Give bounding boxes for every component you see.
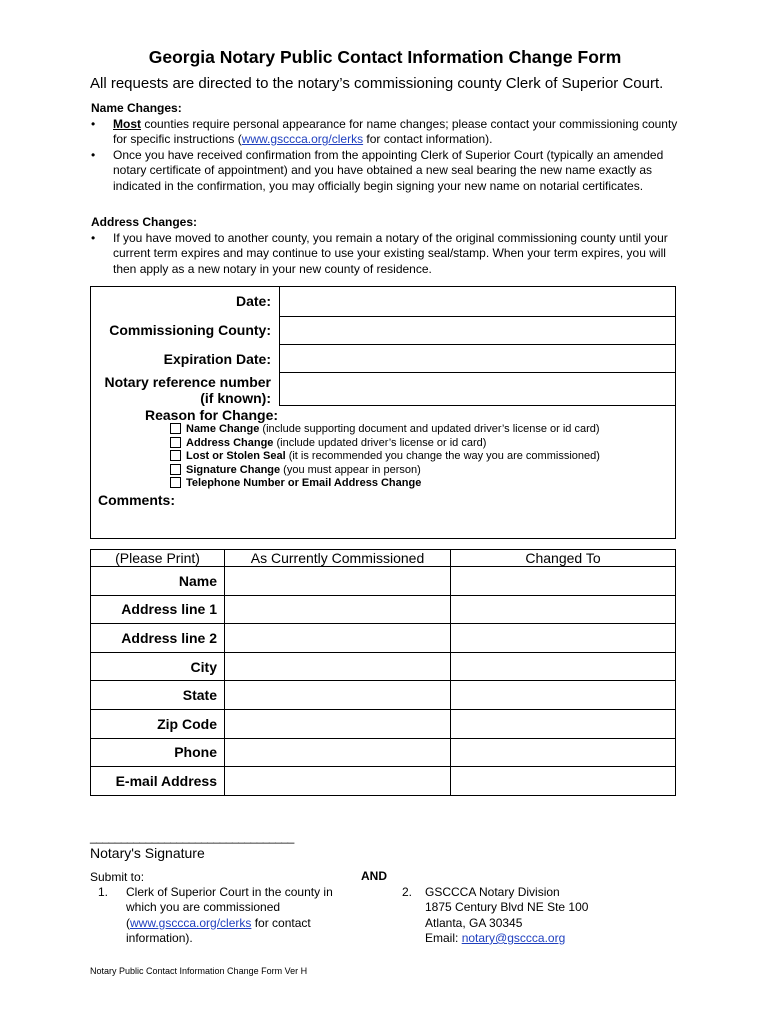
signature-line[interactable]: _________________________________: [90, 830, 294, 844]
submit-option-1: [98, 885, 358, 946]
body-text: If you have moved to another county, you remain a notary of the original commissioning county until your current term expires and may continue to use your existing seal/stamp. When your term expires, you will then apply as a new notary in your new county of residence.: [113, 230, 668, 276]
checkbox-icon[interactable]: [170, 437, 181, 448]
changed-cell[interactable]: [451, 709, 676, 738]
body-text: Once you have received confirmation from the appointing Clerk of Superior Court (typically an amended notary certificate of appointment) and you have obtained a new seal bearing the new name exactly as indicated in the confirmation, you may officially begin signing your new name on notarial certificates.: [113, 147, 664, 193]
current-cell[interactable]: [225, 567, 451, 596]
current-cell[interactable]: [225, 738, 451, 767]
checkbox-icon[interactable]: [170, 450, 181, 461]
table-row: [91, 709, 676, 738]
division-name: GSCCCA Notary Division: [425, 885, 560, 899]
address-changes-section: [91, 215, 686, 277]
comments-label: Comments:: [98, 492, 176, 508]
body-text: for contact information).: [126, 915, 311, 945]
checkbox-icon[interactable]: [170, 464, 181, 475]
page-title: Georgia Notary Public Contact Information Change Form: [148, 47, 622, 67]
changed-cell[interactable]: [451, 681, 676, 710]
column-header: As Currently Commissioned: [225, 550, 451, 567]
checkbox-icon[interactable]: [170, 423, 181, 434]
current-cell[interactable]: [225, 767, 451, 796]
reference-label-line1: Notary reference number: [104, 374, 271, 390]
reference-label: [104, 374, 271, 406]
notary-info-box: [90, 286, 676, 539]
changed-cell[interactable]: [451, 738, 676, 767]
row-label: Address line 1: [91, 595, 225, 624]
list-item: [91, 117, 686, 148]
current-cell[interactable]: [225, 709, 451, 738]
emphasis-text: Most: [113, 116, 141, 131]
submit-section: [90, 870, 333, 945]
reason-option-seal[interactable]: Lost or Stolen Seal (it is recommended you change the way you are commissioned): [170, 450, 600, 464]
email-link[interactable]: notary@gsccca.org: [461, 930, 566, 945]
table-row: [91, 595, 676, 624]
list-item: [91, 148, 686, 195]
current-cell[interactable]: [225, 595, 451, 624]
list-item: [91, 231, 686, 278]
street-address: 1875 Century Blvd NE Ste 100: [425, 900, 589, 915]
table-row: [91, 567, 676, 596]
submit-option-2: [402, 885, 588, 946]
table-header-row: [91, 550, 676, 567]
reason-option-address[interactable]: Address Change (include updated driver’s license or id card): [170, 437, 600, 451]
submit-label: Submit to:: [90, 870, 145, 884]
reason-option-name[interactable]: Name Change (include supporting document and updated driver’s license or id card): [170, 423, 600, 437]
row-label: Zip Code: [91, 709, 225, 738]
list-number: 2.: [402, 885, 413, 899]
changed-cell[interactable]: [451, 652, 676, 681]
current-cell[interactable]: [225, 681, 451, 710]
reason-label: Reason for Change:: [145, 407, 279, 423]
reference-field[interactable]: [279, 373, 676, 406]
county-field[interactable]: [279, 317, 676, 345]
reason-option-signature[interactable]: Signature Change (you must appear in person): [170, 464, 600, 478]
footer-text: Notary Public Contact Information Change Form Ver H: [90, 966, 308, 976]
changed-cell[interactable]: [451, 624, 676, 653]
signature-label: Notary's Signature: [90, 845, 205, 861]
row-label: City: [91, 652, 225, 681]
row-label: Name: [91, 567, 225, 596]
reference-label-line2: (if known):: [200, 390, 271, 406]
current-cell[interactable]: [225, 652, 451, 681]
column-header: Changed To: [451, 550, 676, 567]
clerks-link[interactable]: www.gsccca.org/clerks: [130, 915, 252, 930]
column-header: (Please Print): [91, 550, 225, 567]
row-label: Phone: [91, 738, 225, 767]
table-row: [91, 624, 676, 653]
current-cell[interactable]: [225, 624, 451, 653]
body-text: for contact information).: [363, 132, 493, 146]
checkbox-icon[interactable]: [170, 477, 181, 488]
bullet-icon: •: [91, 147, 96, 162]
reason-option-contact[interactable]: Telephone Number or Email Address Change: [170, 477, 600, 491]
table-row: [91, 652, 676, 681]
date-field[interactable]: [279, 287, 676, 317]
address-changes-heading: Address Changes:: [91, 215, 198, 229]
body-text: Clerk of Superior Court in the county in which you are commissioned (: [126, 885, 333, 930]
bullet-icon: •: [91, 230, 96, 245]
table-row: [91, 738, 676, 767]
clerks-link[interactable]: www.gsccca.org/clerks: [241, 132, 364, 146]
name-changes-section: [91, 101, 686, 194]
county-label: Commissioning County:: [109, 322, 271, 338]
reason-options: [170, 423, 600, 491]
body-text: counties require personal appearance for name changes; please contact your commissioning county for specific instructions (: [113, 116, 678, 146]
bullet-icon: •: [91, 116, 96, 131]
changed-cell[interactable]: [451, 595, 676, 624]
row-label: Address line 2: [91, 624, 225, 653]
and-label: AND: [361, 869, 387, 883]
changed-cell[interactable]: [451, 767, 676, 796]
row-label: E-mail Address: [91, 767, 225, 796]
contact-change-table: [90, 549, 676, 796]
list-number: 1.: [98, 885, 109, 899]
row-label: State: [91, 681, 225, 710]
city-state-zip: Atlanta, GA 30345: [425, 915, 523, 930]
name-changes-heading: Name Changes:: [91, 101, 182, 115]
changed-cell[interactable]: [451, 567, 676, 596]
date-label: Date:: [235, 293, 271, 309]
page-subtitle: All requests are directed to the notary’s commissioning county Clerk of Superior Court.: [90, 75, 664, 92]
table-row: [91, 767, 676, 796]
table-row: [91, 681, 676, 710]
expiration-label: Expiration Date:: [163, 351, 271, 367]
expiration-field[interactable]: [279, 345, 676, 373]
email-label: Email:: [425, 930, 462, 945]
